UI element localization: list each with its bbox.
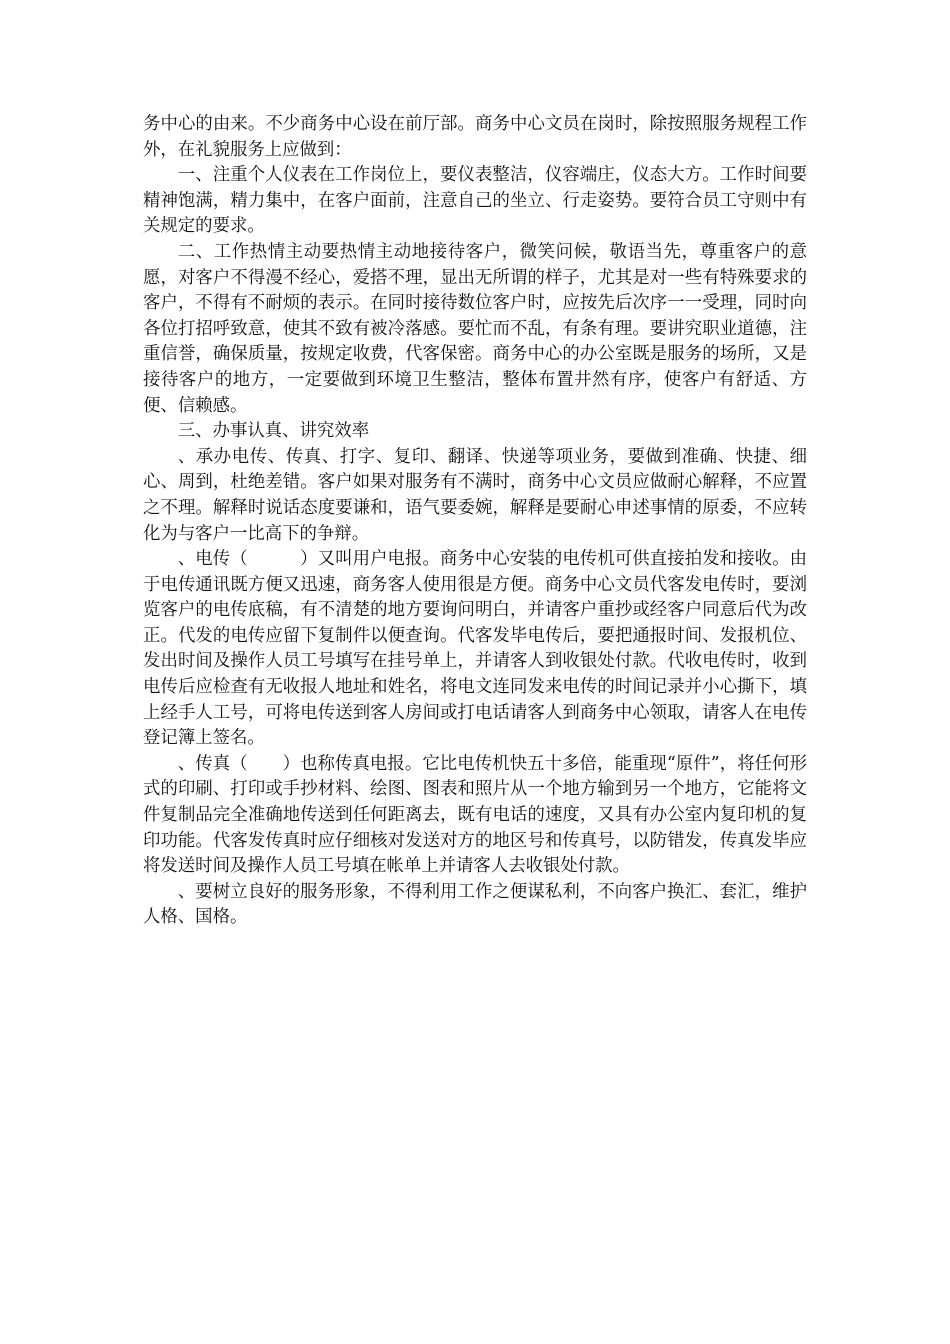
paragraph-efficiency-heading: 三、办事认真、讲究效率: [177, 421, 370, 442]
paragraph-fax: 、传真（ ）也称传真电报。它比电传机快五十多倍，能重现“原件”，将任何形式的印刷、打印或手抄材料、绘图、图表和照片从一个地方输到另一个地方，它能将文件复制品完全准确地传送到任何距离去，既有电话的速度，又具有办公室内复印机的复印功能。代客发传真时应仔细核对发送对方的地区号和传真号，以防错发，传真发毕应将发送时间及操作人员工号填在帐单上并请客人去收银处付款。: [143, 753, 807, 877]
paragraph-intro: 务中心的由来。不少商务中心设在前厅部。商务中心文员在岗时，除按照服务规程工作外，在礼貌服务上应做到：: [143, 114, 807, 160]
paragraph-service-image: 、要树立良好的服务形象，不得利用工作之便谋私利，不向客户换汇、套汇，维护人格、国格。: [143, 881, 807, 928]
document-body: [143, 112, 807, 931]
paragraph-enthusiasm: 二、工作热情主动要热情主动地接待客户，微笑问候，敬语当先，尊重客户的意愿，对客户不得漫不经心，爱搭不理，显出无所谓的样子，尤其是对一些有特殊要求的客户，不得有不耐烦的表示。在同时接待数位客户时，应按先后次序一一受理，同时向各位打招呼致意，使其不致有被冷落感。要忙而不乱，有条有理。要讲究职业道德，注重信誉，确保质量，按规定收费，代客保密。商务中心的办公室既是服务的场所，又是接待客户的地方，一定要做到环境卫生整洁，整体布置井然有序，使客户有舒适、方便、信赖感。: [143, 241, 807, 416]
paragraph-services: 、承办电传、传真、打字、复印、翻译、快递等项业务，要做到准确、快捷、细心、周到，杜绝差错。客户如果对服务有不满时，商务中心文员应做耐心解释，不应置之不理。解释时说话态度要谦和，语气要委婉，解释是要耐心申述事情的原委，不应转化为与客户一比高下的争辩。: [143, 446, 807, 544]
paragraph-personal-appearance: 一、注重个人仪表在工作岗位上，要仪表整洁，仪容端庄，仪态大方。工作时间要精神饱满，精力集中，在客户面前，注意自己的坐立、行走姿势。要符合员工守则中有关规定的要求。: [143, 165, 807, 237]
paragraph-telex: 、电传（ ）又叫用户电报。商务中心安装的电传机可供直接拍发和接收。由于电传通讯既方便又迅速，商务客人使用很是方便。商务中心文员代客发电传时，要浏览客户的电传底稿，有不清楚的地方要询问明白，并请客户重抄或经客户同意后代为改正。代发的电传应留下复制件以便查询。代客发毕电传后，要把通报时间、发报机位、发出时间及操作人员工号填写在挂号单上，并请客人到收银处付款。代收电传时，收到电传后应检查有无收报人地址和姓名，将电文连同发来电传的时间记录并小心撕下，填上经手人工号，可将电传送到客人房间或打电话请客人到商务中心领取，请客人在电传登记簿上签名。: [143, 549, 807, 749]
